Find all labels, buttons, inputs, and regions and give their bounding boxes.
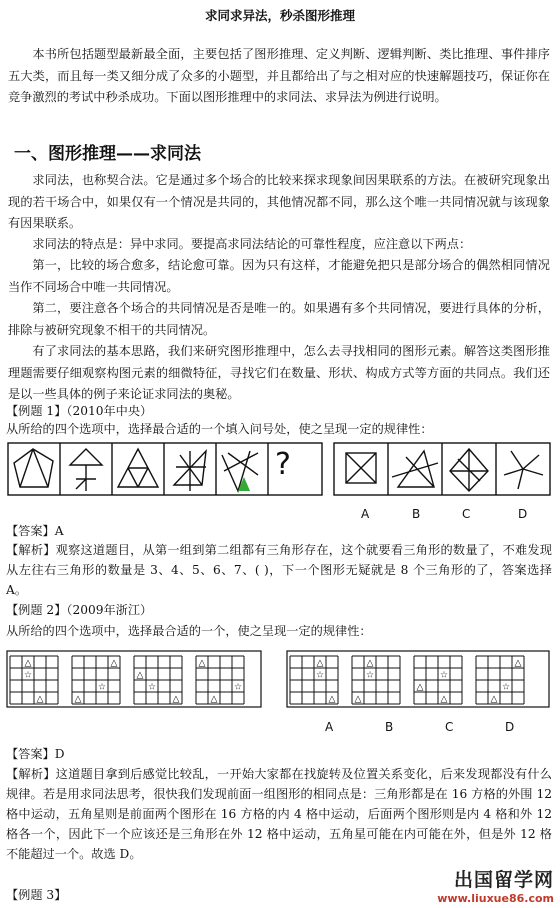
svg-text:△: △: [172, 694, 180, 705]
paragraph-method-features: 求同法的特点是：异中求同。要提高求同法结论的可靠性程度，应注意以下两点：: [32, 237, 472, 251]
section-heading: 一、图形推理——求同法: [14, 144, 201, 164]
example-2-analysis: 【解析】这道题目拿到后感觉比较乱，一开始大家都在找旋转及位置关系变化，后来发现都没有什么规律。若是用求同法思考，很快我们发现前面一组图形的相同点是：三角形都是在 16 方格的外围 12 格中运动，五角星则是前面两个图形在 16 方格的内 4 格中运动，后面两个图形则是内 4 格和外 12 格各一个，因此下一个应该还是三角形在外 12 格中运动，五角星可能在内可能在外，但是外 12 格不能超过一个。故选 D。: [6, 767, 552, 861]
svg-text:☆: ☆: [97, 682, 107, 693]
example-1-option-a: A: [361, 507, 370, 521]
svg-text:☆: ☆: [233, 682, 243, 693]
svg-text:△: △: [440, 694, 448, 705]
example-2-option-a: A: [325, 720, 334, 734]
svg-text:△: △: [490, 694, 498, 705]
example-2-option-c: C: [445, 720, 454, 734]
watermark: [437, 865, 554, 905]
svg-text:☆: ☆: [501, 682, 511, 693]
example-2-question: 从所给的四个选项中，选择最合适的一个，使之呈现一定的规律性：: [6, 624, 372, 638]
svg-text:△: △: [74, 694, 82, 705]
svg-text:△: △: [136, 670, 144, 681]
example-1-answer: 【答案】A: [6, 524, 64, 538]
example-2-label: 【例题 2】（2009年浙江）: [6, 603, 153, 617]
svg-text:△: △: [316, 658, 324, 669]
example-1-option-d: D: [518, 507, 528, 521]
svg-text:☆: ☆: [365, 670, 375, 681]
watermark-title: 出国留学网: [453, 869, 554, 891]
svg-text:☆: ☆: [23, 670, 33, 681]
question-mark: ?: [275, 447, 291, 482]
page-title: 求同求异法，秒杀图形推理: [204, 8, 355, 23]
svg-text:△: △: [328, 694, 336, 705]
svg-text:△: △: [366, 658, 374, 669]
paragraph-method-definition: 求同法，也称契合法。它是通过多个场合的比较来探求现象间因果联系的方法。在被研究现象出现的若干场合中，如果仅有一个情况是共同的，其他情况都不同，那么这个唯一共同情况就与该现象有因果联系。: [8, 173, 550, 230]
svg-text:☆: ☆: [147, 682, 157, 693]
svg-text:△: △: [198, 658, 206, 669]
example-2-figure: [6, 650, 552, 710]
paragraph-point-one: 第一，比较的场合愈多，结论愈可靠。因为只有这样，才能避免把只是部分场合的偶然相同情况当作不同场合中唯一共同情况。: [8, 258, 550, 294]
example-2-option-d: D: [505, 720, 515, 734]
intro-paragraph: 本书所包括题型最新最全面，主要包括了图形推理、定义判断、逻辑判断、类比推理、事件排序五大类，而且每一类又细分成了众多的小题型，并且都给出了与之相对应的快速解题技巧，保证你在竞争激烈的考试中秒杀成功。下面以图形推理中的求同法、求异法为例进行说明。: [8, 47, 550, 104]
svg-text:△: △: [36, 694, 44, 705]
example-2-option-b: B: [385, 720, 394, 734]
svg-text:△: △: [110, 658, 118, 669]
example-1-analysis: 【解析】观察这道题目，从第一组到第二组都有三角形存在，这个就要看三角形的数量了，不难发现从左往右三角形的数量是 3、4、5、6、7、( )，下一个图形无疑就是 8 个三角形的了，答案选择 A。: [6, 543, 552, 597]
svg-text:△: △: [24, 658, 32, 669]
svg-text:△: △: [210, 694, 218, 705]
paragraph-approach: 有了求同法的基本思路，我们来研究图形推理中，怎么去寻找相同的图形元素。解答这类图形推理题需要仔细观察构图元素的细微特征，寻找它们在数量、形状、构成方式等方面的共同点。我们还是以一些具体的例子来论证求同法的奥秘。: [8, 344, 550, 401]
example-1-option-c: C: [462, 507, 471, 521]
watermark-url: www.liuxue86.com: [437, 892, 554, 905]
example-1-question: 从所给的四个选项中，选择最合适的一个填入问号处，使之呈现一定的规律性：: [6, 422, 433, 436]
svg-text:△: △: [416, 682, 424, 693]
example-1-option-b: B: [412, 507, 421, 521]
paragraph-point-two: 第二，要注意各个场合的共同情况是否是唯一的。如果遇有多个共同情况，要进行具体的分析，排除与被研究现象不相干的共同情况。: [8, 301, 550, 337]
example-3-label: 【例题 3】: [6, 888, 67, 902]
svg-text:△: △: [354, 694, 362, 705]
svg-text:△: △: [514, 658, 522, 669]
svg-text:☆: ☆: [315, 670, 325, 681]
svg-text:☆: ☆: [439, 670, 449, 681]
example-1-label: 【例题 1】（2010年中央）: [6, 404, 153, 418]
example-2-answer: 【答案】D: [6, 747, 65, 761]
